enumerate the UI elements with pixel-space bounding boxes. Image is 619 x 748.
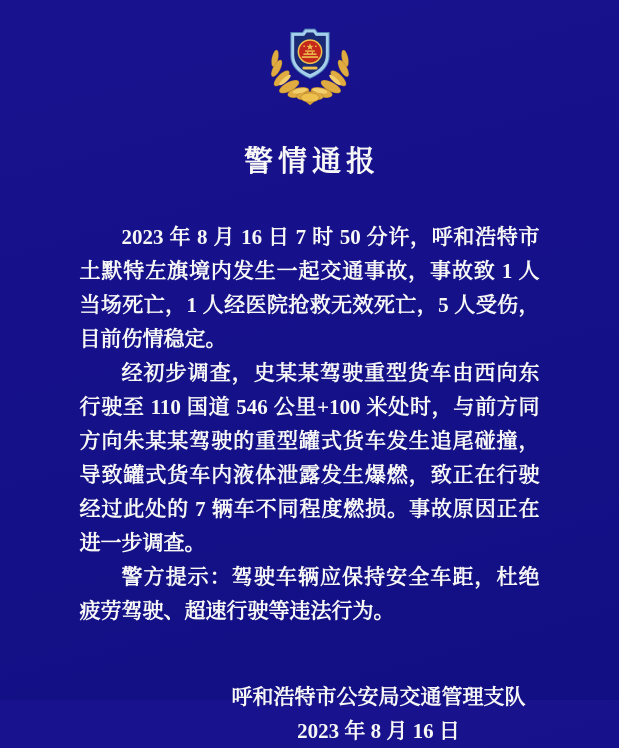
notice-title: 警情通报 — [243, 146, 380, 178]
police-badge-icon — [260, 16, 360, 114]
paragraph-incident-summary: 2023 年 8 月 16 日 7 时 50 分许，呼和浩特市土默特左旗境内发生一起交通事故，事故致 1 人当场死亡，1 人经医院抢救无效死亡，5 人受伤，目前伤情稳定。 — [79, 225, 540, 351]
paragraph-investigation-details: 经初步调查，史某某驾驶重型货车由西向东行驶至 110 国道 546 公里+100 米处时，与前方同方向朱某某驾驶的重型罐式货车发生追尾碰撞，导致罐式货车内液体泄露发生爆燃，致正在行驶经过此处的 7 辆车不同程度燃损。事故原因正在进一步调查。 — [79, 361, 540, 555]
signature-block — [80, 680, 540, 748]
paragraph-police-reminder: 警方提示：驾驶车辆应保持安全车距，杜绝疲劳驾驶、超速行驶等违法行为。 — [79, 565, 540, 623]
signature-inner — [232, 680, 526, 748]
notice-body — [80, 220, 540, 628]
issue-date: 2023 年 8 月 16 日 — [297, 719, 460, 743]
badge-container — [0, 0, 619, 119]
issuing-unit: 呼和浩特市公安局交通管理支队 — [231, 685, 526, 709]
